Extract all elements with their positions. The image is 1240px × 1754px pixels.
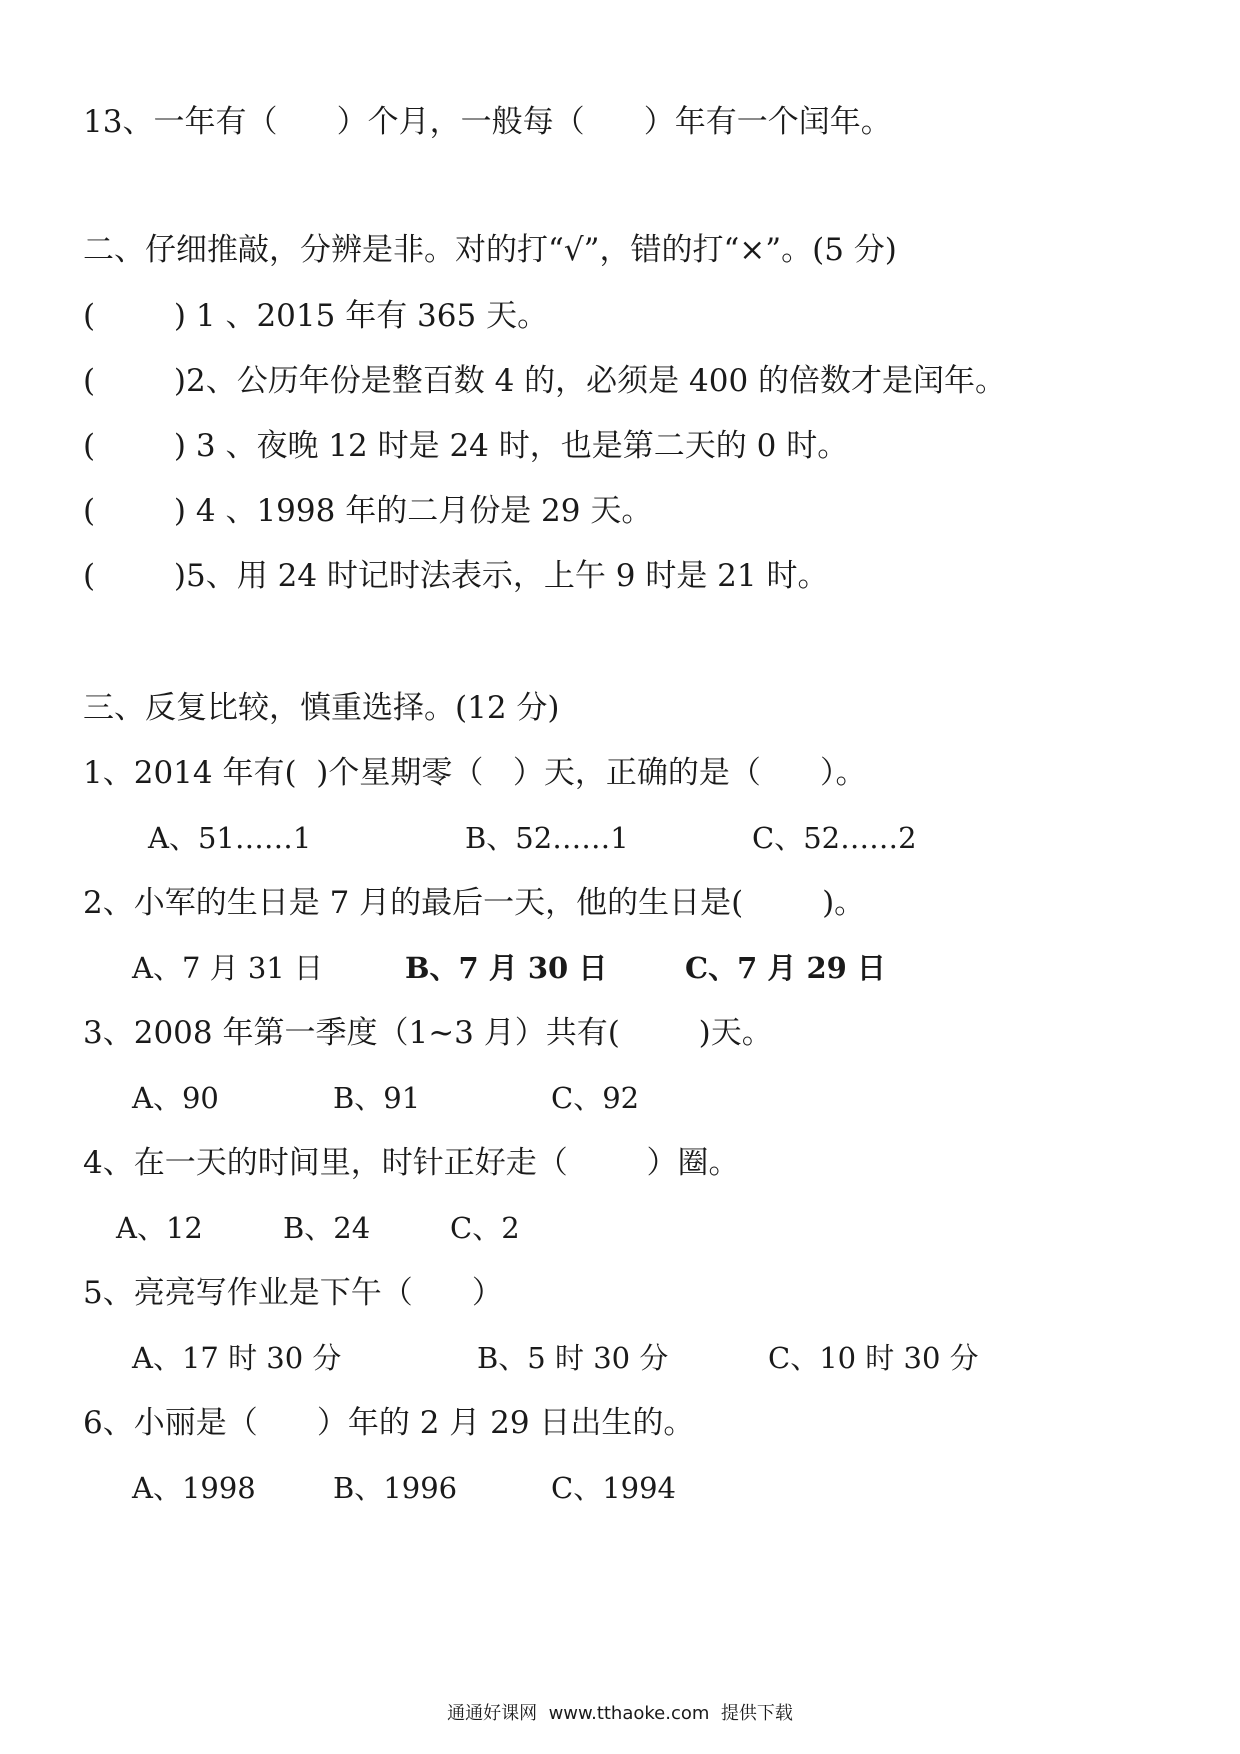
choice-6-option-a: A、1998 [132, 1471, 256, 1505]
choice-5-option-a: A、17 时 30 分 [132, 1341, 342, 1375]
choice-4-option-a: A、12 [116, 1211, 203, 1245]
choice-question-5: 5、亮亮写作业是下午（ ） [83, 1275, 503, 1311]
judge-item-1: ( ) 1 、2015 年有 365 天。 [83, 298, 549, 334]
choice-5-option-b: B、5 时 30 分 [477, 1341, 669, 1375]
choice-6-option-c: C、1994 [551, 1471, 676, 1505]
choice-question-3: 3、2008 年第一季度（1~3 月）共有( )天。 [83, 1015, 773, 1051]
choice-4-option-c: C、2 [450, 1211, 520, 1245]
choice-question-2: 2、小军的生日是 7 月的最后一天，他的生日是( )。 [83, 885, 866, 921]
section-2-title: 二、仔细推敲，分辨是非。对的打“√”，错的打“×”。(5 分) [83, 232, 897, 268]
judge-item-2: ( )2、公历年份是整百数 4 的，必须是 400 的倍数才是闰年。 [83, 363, 1007, 399]
section-3-title: 三、反复比较，慎重选择。(12 分) [83, 690, 560, 726]
choice-3-option-c: C、92 [551, 1081, 640, 1115]
choice-1-option-c: C、52……2 [752, 821, 917, 855]
question-13: 13、一年有（ ）个月，一般每（ ）年有一个闰年。 [83, 104, 892, 140]
choice-question-6: 6、小丽是（ ）年的 2 月 29 日出生的。 [83, 1405, 695, 1441]
choice-2-option-a: A、7 月 31 日 [132, 951, 323, 985]
choice-1-option-b: B、52……1 [465, 821, 629, 855]
choice-5-option-c: C、10 时 30 分 [768, 1341, 979, 1375]
choice-3-option-b: B、91 [333, 1081, 421, 1115]
choice-4-option-b: B、24 [283, 1211, 371, 1245]
choice-question-4: 4、在一天的时间里，时针正好走（ ）圈。 [83, 1145, 740, 1181]
choice-2-option-b: B、7 月 30 日 [405, 951, 608, 985]
choice-3-option-a: A、90 [132, 1081, 219, 1115]
judge-item-4: ( ) 4 、1998 年的二月份是 29 天。 [83, 493, 653, 529]
footer-source: 通通好课网 www.tthaoke.com 提供下载 [447, 1703, 793, 1724]
choice-question-1: 1、2014 年有( )个星期零（ ）天，正确的是（ ）。 [83, 755, 867, 791]
judge-item-3: ( ) 3 、夜晚 12 时是 24 时，也是第二天的 0 时。 [83, 428, 849, 464]
choice-2-option-c: C、7 月 29 日 [685, 951, 886, 985]
judge-item-5: ( )5、用 24 时记时法表示，上午 9 时是 21 时。 [83, 558, 829, 594]
choice-1-option-a: A、51……1 [148, 821, 312, 855]
choice-6-option-b: B、1996 [333, 1471, 458, 1505]
